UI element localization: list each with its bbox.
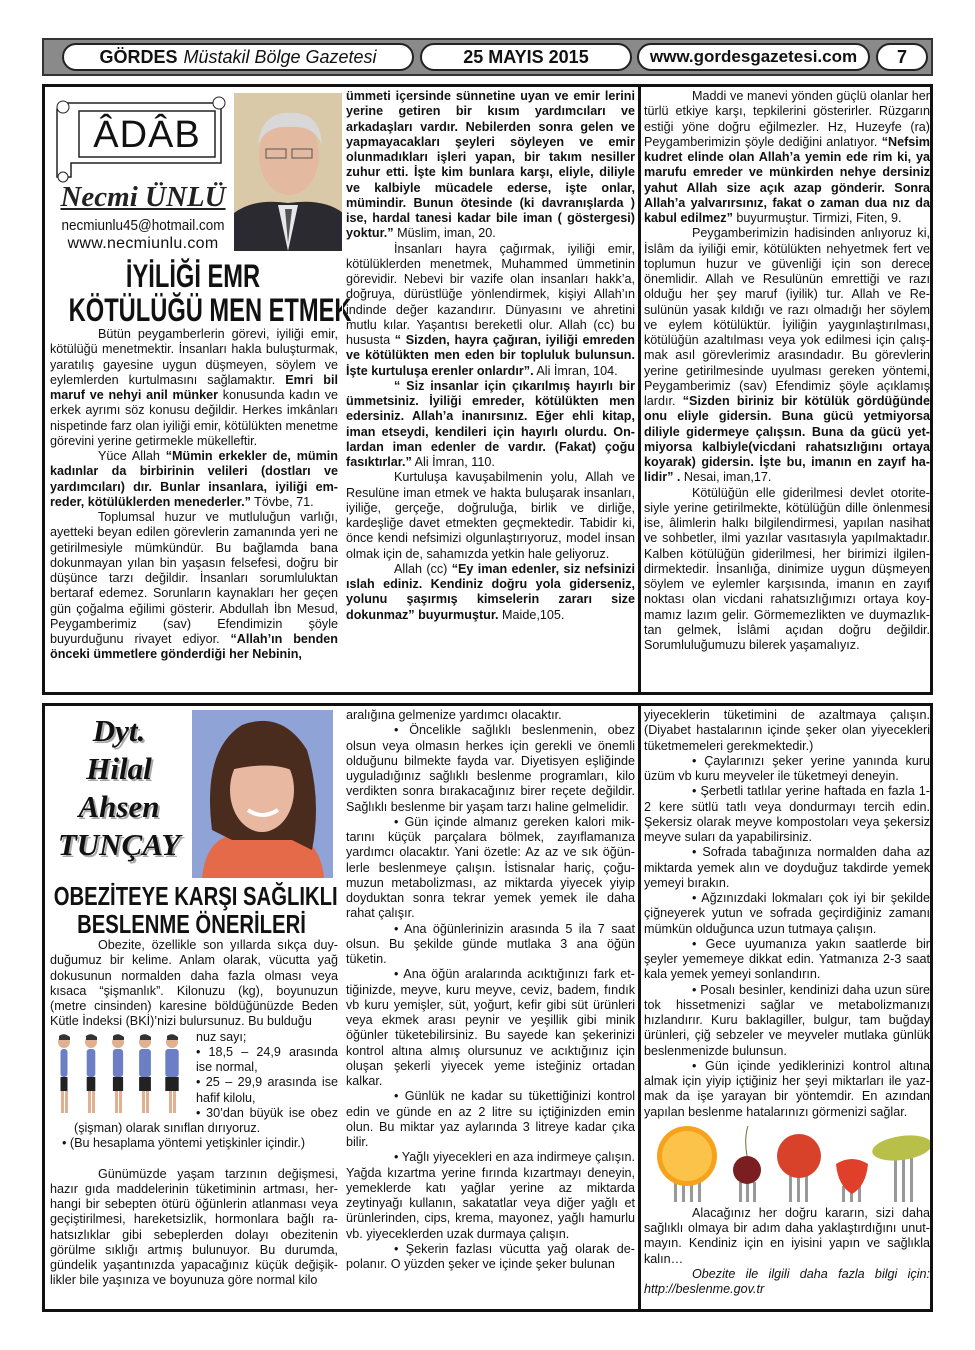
page-number: 7 xyxy=(876,43,928,71)
column-divider xyxy=(342,87,343,692)
body-text: Müslim, iman, 20. xyxy=(393,226,496,241)
quote-text: “Nefsim kudret elinde olan Allah’a yemin ede rim ki, ya marufu emreder ve münkirden nehye dersiniz yahut Allah size açık azap gönderir. Sonra Allah’a yalvarırsınız, fakat o zaman dua nız da kabul edilmez” xyxy=(644,134,930,225)
body-text: • Ağzınızdaki lokmaları çok iyi bir şekilde çiğneyerek yutun ve sofrada geçirdiğiniz zamanı mümkün olduğunca uzun tutmaya çalışın. xyxy=(644,891,930,936)
person-figure xyxy=(58,1034,70,1113)
body-text: • Sofrada tabağınıza normalden daha az miktarda yemek alın ve doyduğuz takdirde yemek yemeyi bırakın. xyxy=(644,845,930,890)
body-text: Allah (cc) xyxy=(394,561,452,576)
article-title-line-2: KÖTÜLÜĞÜ MEN ETMEK xyxy=(68,292,352,328)
paragraph xyxy=(50,510,338,663)
paragraph xyxy=(346,723,635,815)
masthead-brand xyxy=(62,43,414,71)
paragraph xyxy=(346,1089,635,1150)
paragraph xyxy=(346,242,635,379)
quote-text: “ Siz insanlar için çıkarılmış hayırlı bir ümmetsiniz. İyiliği emreder, kötülükten men edersiniz. Allah’a inanırsınız. Eğer ehli kitap, iman etseydi, kendileri için hayırlı olurdu. Onlardan iman edenler de vardır. (Fakat) çoğu fasıktırlar.” xyxy=(346,378,635,469)
person-figure xyxy=(85,1034,97,1113)
article-column-3 xyxy=(644,708,930,1312)
author-title: Dyt. xyxy=(92,713,146,748)
body-text: • Ana öğün aralarında acıktığınızı fark ettiğinizde, meyve, kuru meyve, ceviz, badem, fındık vb kuru yemişler, süt, yoğurt, kefir gibi süt ürünleri veya ekmek arası peynir ve yeşillik gibi minik öğünler tüketebilirsiniz. Bu sayede kan şekerinizi kontrol altına almış olursunuz ve acıktığınız için oluşan şekerli yiyecek yeme isteğiniz ortadan kalkar. xyxy=(346,967,635,1088)
body-text: Maide,105. xyxy=(498,607,565,622)
paragraph xyxy=(346,1242,635,1273)
article-title-line-2: BESLENME ÖNERİLERİ xyxy=(77,909,306,939)
body-text: • Yağlı yiyecekleri en aza indirmeye çalışın. Yağda kızartma yerine fırında kızartmayı deneyin, yemeklerde katı yağlar yerine az miktarda zeytinyağı kullanın, sakatatlar veya diğer yağlı et ürünlerinden, cips, krema, mayonez, yağlı hamurlu vb. yiyeceklerden uzak durmaya çalışın. xyxy=(346,1150,635,1241)
masthead xyxy=(42,38,933,76)
paragraph xyxy=(346,562,635,623)
paragraph xyxy=(644,1059,930,1120)
paragraph xyxy=(346,815,635,922)
article-column-3 xyxy=(644,89,930,695)
column-logo-text: ÂDÂB xyxy=(93,114,201,156)
body-text: buyurmuştur. Tirmizi, Fiten, 9. xyxy=(732,211,902,225)
column-divider xyxy=(638,87,641,692)
issue-date: 25 MAYIS 2015 xyxy=(420,43,632,71)
bmi-body-types-illustration xyxy=(50,1032,188,1118)
paragraph xyxy=(644,845,930,891)
author-email[interactable]: necmiunlu45@hotmail.com xyxy=(61,217,225,234)
article-column-1 xyxy=(50,327,338,695)
author-website[interactable]: www.necmiunlu.com xyxy=(67,235,219,252)
paragraph xyxy=(644,708,930,754)
body-text: Bütün peygamberlerin görevi, iyiliği emir, kötülüğü menetmektir. İnsanları hakla buluşturmak, yaratılış gayesine uygun düşmeyen, söylem ve eylemlerden kurtulmasını sağlamaktır. xyxy=(50,327,338,387)
closing-paragraph: Alacağınız her doğru kararın, sizi daha sağlıklı olmaya bir adım daha yaklaştırdığını unutmayın. Kendiniz için en iyisini yapın ve sağlıkla kalın… xyxy=(644,1205,930,1266)
quote-text: “Sizden biriniz bir kötülük gördüğünde onu eliyle gidersin. Buna gücü yetmiyorsa diliyle gidermeye çalışsın. Buna da gücü yetmiyorsa kalbiyle(vicdani rahatsızlığını ortaya koyarak) gidersin. İşte bu, imanın en zayıf halidir” . xyxy=(644,394,930,485)
body-text: Ali İmran, 104. xyxy=(533,363,618,378)
paragraph xyxy=(346,708,635,723)
bmi-line: • 30’dan büyük ise obez (şişman) olarak sınıflan dırıyoruz. xyxy=(74,1105,338,1135)
column-divider xyxy=(638,706,641,1309)
author-last-name: TUNÇAY xyxy=(57,827,181,862)
tips-list xyxy=(644,708,930,1120)
article-column-2 xyxy=(346,89,635,695)
paragraph xyxy=(644,89,930,226)
paragraph xyxy=(644,983,930,1059)
body-text: • Şekerin fazlası vücutta yağ olarak depolanır. O yüzden şeker ve içinde şeker bulunan xyxy=(346,1241,635,1271)
body-text: Yüce Allah xyxy=(98,449,166,463)
paragraph xyxy=(644,891,930,937)
body-text: Ali İmran, 110. xyxy=(411,455,495,469)
article-obezite xyxy=(42,703,933,1312)
more-info-link[interactable]: Obezite ile ilgili daha fazla bilgi için: http://beslenme.gov.tr xyxy=(644,1266,930,1296)
article-iyiligi-emr xyxy=(42,84,933,695)
quote-text: “Mümin erkekler de, mümin kadınlar da birbirinin velileri (dostları ve yardımcıları) dır. Bunlar insanlara, iyiliği emreder, kötülüklerden menederler.” xyxy=(50,449,338,509)
paragraph xyxy=(346,379,635,471)
column-divider xyxy=(342,706,343,1309)
body-text: • Öncelikle sağlıklı beslenmenin, obez olsun veya olmasın herkes için gerekli ve önemli olduğunu bilmekte fayda var. Diyetisyen eşliğinde uyguladığınız sağlıklı beslenme programları, kilo verdikten sonra bırakacağınız birer reçete değildir. Sağlıklı beslenme bir yaşam tarzı haline gelmelidir. xyxy=(346,723,635,814)
body-text: Tövbe, 71. xyxy=(250,494,314,509)
paragraph: Obezite, özellikle son yıllarda sıkça duyduğumuz bir kelime. Anlam olarak, vücutta yağ dokusunun normalden daha fazla olması veya kısaca “şişmanlık”. Kilonuzu (kg), boyunuzun (metre cinsinden) karesine böldüğünüzde Beden Kütle İndeksi (BKİ)’nizi bulursunuz. Bu bulduğu xyxy=(50,938,338,1029)
bmi-line: • 18,5 – 24,9 arasında ise normal, xyxy=(196,1044,338,1074)
author-first-name: Hilal xyxy=(86,751,152,786)
author-name: Necmi ÜNLÜ xyxy=(60,181,226,213)
body-text: • Gün içinde yediklerinizi kontrol altına almak için yiyip içtiğiniz her şeyi miktarları ile yazmak da işe yarayan bir yöntemdir. En azından yapılan beslenme hatalarınızı görmenizi sağlar. xyxy=(644,1058,930,1119)
paragraph xyxy=(644,754,930,785)
bmi-line: nuz sayı; xyxy=(196,1029,247,1044)
paragraph xyxy=(644,486,930,654)
paragraph xyxy=(346,470,635,562)
author-photo xyxy=(192,710,333,878)
body-text: Kötülüğün elle giderilmesi devlet otoritesiyle yerine getirilmekte, kötülüğün dille önlenmesi ise, âlimlerin halkı bilgilendirmesi, yapılan nasihat ve sohbetler, ilmi yazılar vasıtasıyla yapılmaktadır. Kalben kötülüğün giderilmesi, her birimizi ilgilendirmektedir. İnsanlığa, dinimize uygun düşmeyen söylem ve eylemler karşısında, imanın en zayıf noktası olan vicdani rahatsızlığımızı ortaya koymamız lazım gelir. Görmemezlikten ve duymazlıktan gelmek, İslâmi açıdan doğru değildir. Sorumluluğumuzu bilerek yaşamalıyız. xyxy=(644,485,930,652)
paragraph xyxy=(50,327,338,449)
body-text: • Gün içinde almanız gereken kalori miktarını küçük parçalara bölmek, zayıflamanıza yardımcı olacaktır. Yani özetle: Az az ve sık öğünlerle beslenmeye çalışın. İstisnalar hariç, çoğumuzun metabolizması, az miktarda yiyecek yiyip doyduktan sonra tekrar yemek yemek ile daha rahat çalışır. xyxy=(346,814,635,921)
paragraph xyxy=(644,784,930,845)
body-text: Peygamberimizin hadisinden anlıyoruz ki, İslâm da iyiliği emir, kötülükten nehyetmek fert ve toplumun huzur ve güvenliği için son derece önemlidir. Allah ve Resulünün emrettiği ve razı olduğu her şey maruf (iyilik) tur. Allah ve Resulünün yasak kıldığı ve razı olmadığı her söylem ve eylem kötülüktür. İyiliğin yaygınlaştırılması, kötülüğün azaltılması veya yok edilmesi için çalışmak asıl görevlerimiz arasındadır. Bu görevlerin yerine getirilmesinde uyulması gereken yöntemi, Peygamberimiz (sav) Efendimiz şöyle açıklamış lardır. xyxy=(644,226,930,408)
quote-text: ümmeti içersinde sünnetine uyan ve emir lerini yerine getiren bir kısım yardımcıları ve arkadaşları vardır. Nebilerden sonra gelen ve yapmayacakları şeyleri söyleyen ve emir olunmadıkları işleri yapan, bir takım nesiller zuhur etti. İşte kim bunlara karşı, eliyle, diliyle ve kalbiyle mücadele ederse, işte onlar, mümindir. Bunun ötesinde (ki davranışlarda ) ise, hardal tanesi kadar bile iman ( göstergesi) yoktur.” xyxy=(346,89,635,241)
body-text: İnsanları hayra çağırmak, iyiliği emir, kötülüklerden menetmek, Muhammed ümmetinin görevidir. Nebevi bir vazife olan insanları hakk’a, doğruya, dürüstlüğe yönlendirmek, kişiyi Allah’ın indinde değer kazandırır. Dünyasını ve ahretini mutlu kılar. Yaşantısı bereketli olur. Allah (cc) bu hususta xyxy=(346,241,635,347)
body-text: • Ana öğünlerinizin arasında 5 ila 7 saat olsun. Bu şekilde günde mutlaka 3 ana öğün tüketin. xyxy=(346,921,635,966)
bmi-note: • (Bu hesaplama yöntemi yetişkinler içindir.) xyxy=(62,1136,306,1151)
paragraph xyxy=(644,226,930,485)
body-text: • Gece uyumanıza yakın saatlerde bir şeyler yememeye dikkat edin. Yatmanıza 2-3 saat kala yemek yemeyi sonlandırın. xyxy=(644,936,930,982)
brand-subtitle: Müstakil Bölge Gazetesi xyxy=(183,46,377,67)
body-text: • Günlük ne kadar su tükettiğinizi kontrol edin ve günde en az 2 litre su içtiğinizden emin olun. Bu miktar yaz aylarında 3 litreye kadar çıka bilir. xyxy=(346,1089,635,1149)
article-title-line-1: İYİLİĞİ EMR xyxy=(125,258,261,294)
body-text: • Posalı besinler, kendinizi daha uzun süre tok hissetmenizi sağlar ve metabolizmanızı hızlandırır. Kuru baklagiller, bulgur, tam buğday ürünleri, çiğ sebzeler ve meyveler mutlaka günlük beslenmenizde bulunsun. xyxy=(644,982,930,1058)
paragraph xyxy=(50,449,338,510)
article-title-line-1: OBEZİTEYE KARŞI SAĞLIKLI xyxy=(53,881,338,911)
paragraph xyxy=(346,89,635,242)
body-text: • Çaylarınızı şeker yerine yanında kuru üzüm vb kuru meyveler ile tüketmeyi deneyin. xyxy=(644,753,930,783)
website-link[interactable]: www.gordesgazetesi.com xyxy=(637,43,870,71)
body-text: konusunda kadın ve erkek ayrımı söz konusu değildir. Herkes imkânları nispetinde farz olan iyiliği emir, kötülükten menetme görevini yerine getirmekle mükelleftir. xyxy=(50,388,338,448)
brand-name: GÖRDES xyxy=(99,46,178,67)
body-text: Toplumsal huzur ve mutluluğun varlığı, ayetteki beyan edilen görevlerin zamanında yeri ne getirilmesiyle mümkündür. Bu bağlamda bana dokunmayan yılan bin yaşasın felsefesi, doğru bir düşünce tarzı değildir. İnsanları sorumluluktan bertaraf edemez. Sorunların kaynakları her geçen gün çoğalma eğilimi gösterir. Abdullah İbn Mesud, Peygamberimiz (sav) Efendimizin şöyle buyurduğunu rivayet ediyor. xyxy=(50,510,338,646)
author-name-block xyxy=(49,712,189,864)
paragraph xyxy=(346,967,635,1089)
author-middle-name: Ahsen xyxy=(78,789,160,824)
author-photo xyxy=(234,93,343,251)
article-column-2 xyxy=(346,708,635,1312)
quote-text: Emri bil maruf ve nehyi anil münker xyxy=(50,372,338,402)
person-figure xyxy=(112,1034,124,1113)
quote-text: “Allah’ın benden önceki ümmetlere gönderdiği her Nebinin, xyxy=(50,632,338,662)
fruits-on-forks-illustration xyxy=(644,1124,930,1202)
quote-text: “Ey iman edenler, siz nefsinizi ıslah ediniz. Kendiniz doğru yola giderseniz, yolunu şaşırmış kimselerin zararı size dokunmaz” buyurmuştur. xyxy=(346,561,635,622)
paragraph xyxy=(346,922,635,968)
person-figure xyxy=(139,1034,151,1113)
body-text: Maddi ve manevi yönden güçlü olanlar her türlü etkiye karşı, tepkilerini gösterirler. Rüzgarın estiği yöne doğru eğilmezler. Hz, Huzeyfe (ra) Peygamberimizin şöyle dediğini anlatıyor. xyxy=(644,89,930,149)
body-text: Nesai, iman,17. xyxy=(680,470,772,485)
paragraph xyxy=(346,1150,635,1242)
person-figure xyxy=(165,1034,178,1113)
paragraph xyxy=(644,937,930,983)
paragraph: Günümüzde yaşam tarzının değişmesi, hazır gıda maddelerinin tüketiminin artması, herhangi bir sebepten ötürü öğünlerin atlanması veya geçiştirilmesi, hareketsizlik, hormonlara bağlı rahatsızlıklar gibi sebeplerden dolayı obezitenin görülme sıklığı artmış bulunuyor. Bu durumda, gündelik yaşantınızda yapacağınız küçük değişiklikler bile yaşınıza ve boyunuza göre normal kilo xyxy=(50,1166,338,1288)
article-column-1 xyxy=(50,938,338,1310)
body-text: aralığına gelmenize yardımcı olacaktır. xyxy=(346,708,562,722)
body-text: yiyeceklerin tüketimini de azaltmaya çalışın. (Diyabet hastalarının içinde şeker olan yiyecekleri tüketmemeleri gerekmektedir.) xyxy=(644,708,930,753)
bmi-line: • 25 – 29,9 arasında ise hafif kilolu, xyxy=(196,1075,338,1105)
quote-text: “ Sizden, hayra çağıran, iyiliği emreden ve kötülükten men eden bir topluluk bulunsun. İşte kurtuluşa erenler onlardır”. xyxy=(346,333,635,378)
body-text: Kurtuluşa kavuşabilmenin yolu, Allah ve Resulüne iman etmek ve hakta buluşarak insanları, iyiliğe, gerçeğe, doğruluğa, birlik ve dirliğe, kardeşliğe davet etmekten geçmektedir. Tabidir ki, önce kendi nefsimizi olgunlaştırıyoruz, model insan olmak için de, sahamızda yetkin hale geliyoruz. xyxy=(346,470,635,561)
body-text: • Şerbetli tatlılar yerine haftada en fazla 1-2 kere sütlü tatlı veya dondurmayı tercih edin. Şekersiz olarak meyve kompostoları veya şekersiz meyve suları da yapabilirsiniz. xyxy=(644,784,930,844)
